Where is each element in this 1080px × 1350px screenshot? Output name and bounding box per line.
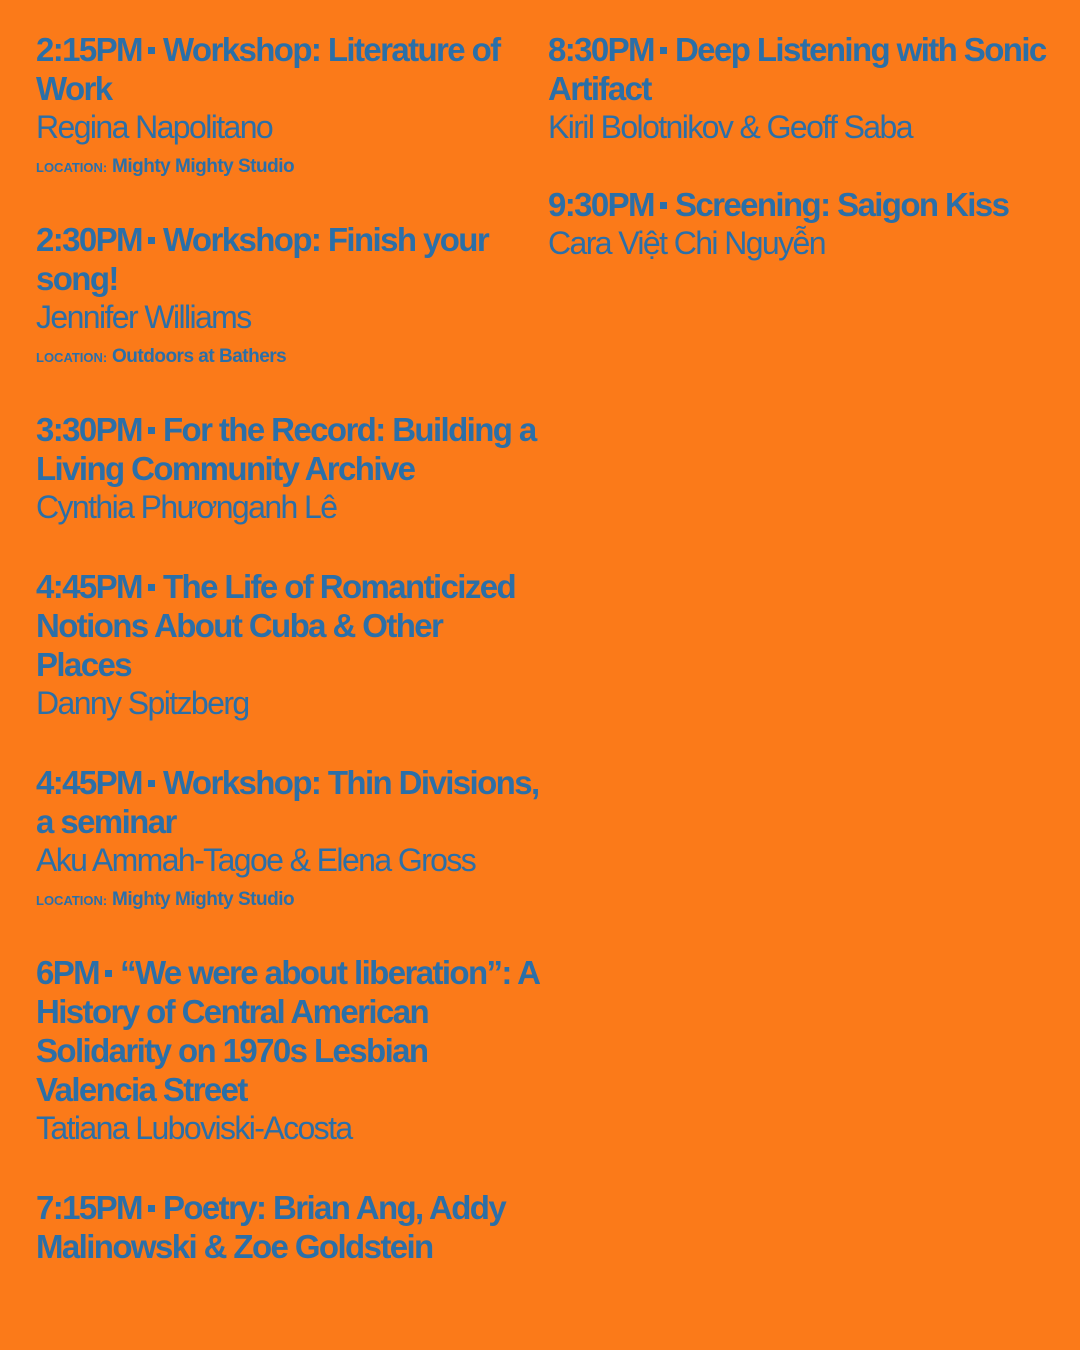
event-item xyxy=(36,567,541,723)
event-presenter: Regina Napolitano xyxy=(36,109,273,145)
event-name: “We were about liberation”: A History of Central American Solidarity on 1970s Lesbian Valencia Street xyxy=(36,954,539,1108)
event-title xyxy=(36,953,541,1109)
bullet-separator-icon xyxy=(105,970,112,977)
location-name: Mighty Mighty Studio xyxy=(112,156,295,177)
event-name: Poetry: Brian Ang, Addy Malinowski & Zoe Goldstein xyxy=(36,1189,506,1265)
bullet-separator-icon xyxy=(148,47,155,54)
event-location xyxy=(36,155,541,180)
event-title xyxy=(36,567,541,684)
event-presenter: Cynthia Phươnganh Lê xyxy=(36,489,337,525)
event-presenter: Tatiana Luboviski-Acosta xyxy=(36,1110,352,1146)
event-time: 3:30PM xyxy=(36,411,142,448)
bullet-separator-icon xyxy=(660,47,667,54)
event-name: Workshop: Thin Divisions, a seminar xyxy=(36,764,539,840)
event-time: 7:15PM xyxy=(36,1189,142,1226)
event-name: The Life of Romanticized Notions About Cuba & Other Places xyxy=(36,568,516,683)
event-title xyxy=(36,30,541,108)
bullet-separator-icon xyxy=(148,780,155,787)
event-item xyxy=(36,763,541,913)
event-time: 8:30PM xyxy=(548,31,654,68)
event-title xyxy=(548,30,1048,108)
bullet-separator-icon xyxy=(660,202,667,209)
event-time: 2:15PM xyxy=(36,31,142,68)
event-location xyxy=(36,888,541,913)
event-name: Deep Listening with Sonic Artifact xyxy=(548,31,1046,107)
bullet-separator-icon xyxy=(148,584,155,591)
event-item xyxy=(548,30,1048,147)
event-time: 4:45PM xyxy=(36,764,142,801)
event-item xyxy=(36,30,541,180)
event-title xyxy=(36,220,541,298)
bullet-separator-icon xyxy=(148,1205,155,1212)
schedule-column-right xyxy=(548,30,1048,301)
event-item xyxy=(36,410,541,527)
bullet-separator-icon xyxy=(148,427,155,434)
event-title xyxy=(548,185,1048,224)
event-location xyxy=(36,345,541,370)
schedule-column-left xyxy=(36,30,541,1306)
event-time: 9:30PM xyxy=(548,186,654,223)
event-title xyxy=(36,1188,541,1266)
event-title xyxy=(36,410,541,488)
event-item xyxy=(548,185,1048,263)
event-name: Screening: Saigon Kiss xyxy=(674,186,1009,223)
event-time: 2:30PM xyxy=(36,221,142,258)
event-presenter: Kiril Bolotnikov & Geoff Saba xyxy=(548,109,912,145)
location-name: Mighty Mighty Studio xyxy=(112,889,295,910)
event-time: 6PM xyxy=(36,954,100,991)
location-label: LOCATION: xyxy=(36,160,108,175)
event-presenter: Danny Spitzberg xyxy=(36,685,249,721)
location-label: LOCATION: xyxy=(36,350,108,365)
event-presenter: Aku Ammah-Tagoe & Elena Gross xyxy=(36,842,476,878)
event-item xyxy=(36,1188,541,1266)
event-item xyxy=(36,220,541,370)
event-presenter: Jennifer Williams xyxy=(36,299,251,335)
event-title xyxy=(36,763,541,841)
event-presenter: Cara Việt Chi Nguyễn xyxy=(548,225,825,261)
event-time: 4:45PM xyxy=(36,568,142,605)
event-name: Workshop: Finish your song! xyxy=(36,221,489,297)
event-item xyxy=(36,953,541,1148)
location-label: LOCATION: xyxy=(36,893,108,908)
location-name: Outdoors at Bathers xyxy=(112,346,287,367)
bullet-separator-icon xyxy=(148,237,155,244)
event-name: Workshop: Literature of Work xyxy=(36,31,500,107)
event-name: For the Record: Building a Living Community Archive xyxy=(36,411,536,487)
